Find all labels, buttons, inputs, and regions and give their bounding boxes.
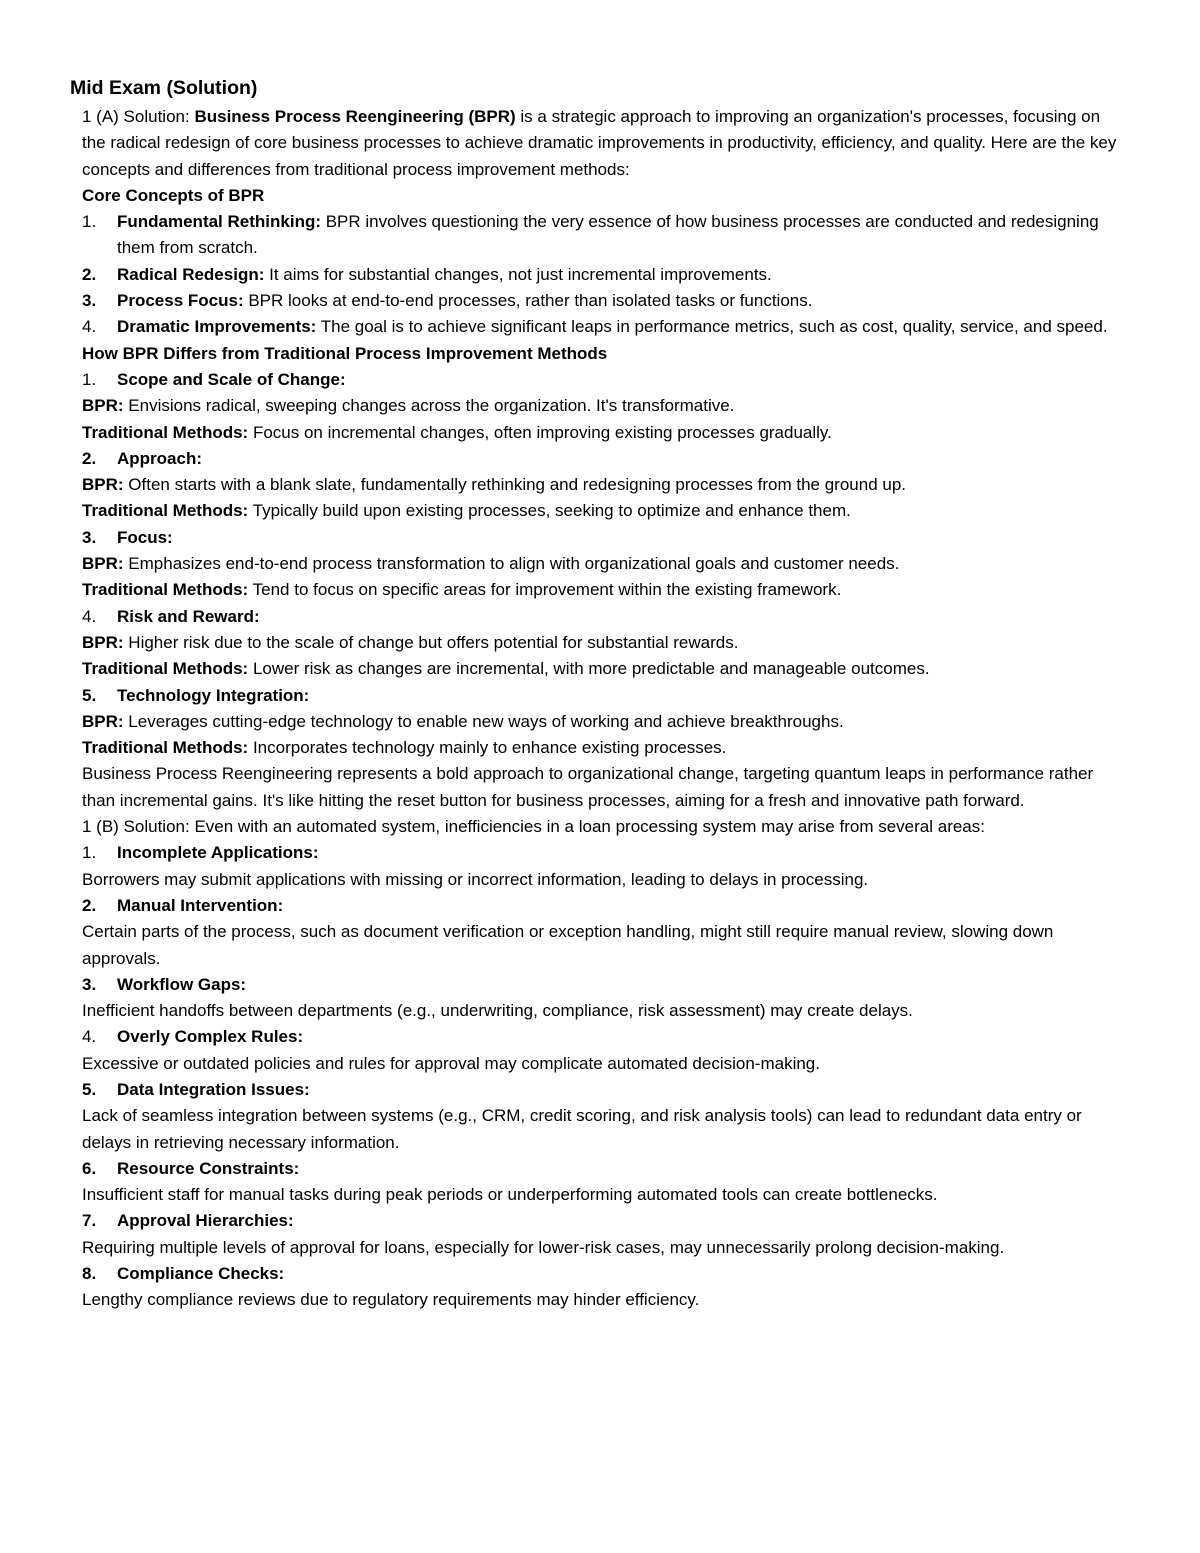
item-number: 3. — [82, 527, 97, 547]
list-item — [82, 446, 1120, 472]
item-number: 8. — [82, 1264, 97, 1284]
item-number: 5. — [82, 685, 97, 705]
item-title: Scope and Scale of Change: — [117, 369, 346, 389]
traditional-text: Focus on incremental changes, often improving existing processes gradually. — [248, 422, 832, 442]
item-text: Lack of seamless integration between systems (e.g., CRM, credit scoring, and risk analysis tools) can lead to redundant data entry or delays in retrieving necessary information. — [82, 1106, 1082, 1152]
item-number: 4. — [82, 606, 97, 626]
page-title: Mid Exam (Solution) — [70, 77, 258, 99]
list-item — [82, 1208, 1120, 1234]
list-item — [82, 1156, 1120, 1182]
item-number: 1. — [82, 369, 97, 389]
item-text: Requiring multiple levels of approval for loans, especially for lower-risk cases, may unnecessarily prolong decision-making. — [82, 1237, 1005, 1257]
inefficiencies-list — [82, 840, 1120, 1313]
bpr-text: Emphasizes end-to-end process transformation to align with organizational goals and customer needs. — [123, 554, 900, 574]
bpr-text: Often starts with a blank slate, fundamentally rethinking and redesigning processes from the ground up. — [123, 475, 907, 495]
traditional-label: Traditional Methods: — [82, 580, 249, 600]
item-number: 1. — [82, 843, 97, 863]
item-title: Resource Constraints: — [117, 1158, 300, 1178]
list-item — [82, 525, 1120, 551]
item-title: Manual Intervention: — [117, 895, 284, 915]
item-text: Inefficient handoffs between departments (e.g., underwriting, compliance, risk assessment) may create delays. — [82, 1001, 913, 1021]
item-title: Data Integration Issues: — [117, 1079, 310, 1099]
bpr-label: BPR: — [82, 632, 124, 652]
bpr-line — [82, 551, 1120, 577]
list-item — [82, 604, 1120, 630]
list-item — [82, 893, 1120, 919]
traditional-label: Traditional Methods: — [82, 659, 249, 679]
item-number: 4. — [82, 317, 97, 337]
list-item — [82, 209, 1120, 262]
item-term: Fundamental Rethinking: — [117, 212, 321, 232]
item-number: 2. — [82, 895, 97, 915]
item-number: 6. — [82, 1158, 97, 1178]
bpr-text: Higher risk due to the scale of change but offers potential for substantial rewards. — [123, 632, 739, 652]
intro-text: is a strategic approach to improving an organization's processes, focusing on the radical redesign of core business processes to achieve dramatic improvements in productivity, efficiency, and quality. Here are the key concepts and differences from traditional process improvement methods: — [82, 107, 1117, 179]
intro-term: Business Process Reengineering (BPR) — [194, 107, 516, 126]
item-number: 1. — [82, 212, 97, 232]
list-item — [82, 1024, 1120, 1050]
conclusion-paragraph: Business Process Reengineering represents a bold approach to organizational change, targeting quantum leaps in performance rather than incremental gains. It's like hitting the reset button for business processes, aiming for a fresh and innovative path forward. — [82, 764, 1094, 810]
bpr-text: Leverages cutting-edge technology to enable new ways of working and achieve breakthroughs. — [123, 711, 844, 731]
bpr-label: BPR: — [82, 554, 124, 574]
item-number: 3. — [82, 291, 97, 311]
item-text: BPR involves questioning the very essence of how business processes are conducted and redesigning them from scratch. — [117, 212, 1099, 258]
item-text: Insufficient staff for manual tasks during peak periods or underperforming automated tools can create bottlenecks. — [82, 1185, 938, 1205]
item-text: It aims for substantial changes, not just incremental improvements. — [264, 264, 772, 284]
traditional-line — [82, 577, 1120, 603]
list-item — [82, 1261, 1120, 1287]
item-title: Overly Complex Rules: — [117, 1027, 304, 1047]
item-number: 4. — [82, 1027, 97, 1047]
item-number: 2. — [82, 448, 97, 468]
traditional-line — [82, 420, 1120, 446]
item-number: 2. — [82, 264, 97, 284]
item-number: 3. — [82, 974, 97, 994]
differences-list — [82, 367, 1120, 761]
item-text: The goal is to achieve significant leaps in performance metrics, such as cost, quality, service, and speed. — [316, 317, 1108, 337]
item-title: Risk and Reward: — [117, 606, 260, 626]
traditional-text: Typically build upon existing processes, seeking to optimize and enhance them. — [248, 501, 851, 521]
bpr-label: BPR: — [82, 475, 124, 495]
item-text: Lengthy compliance reviews due to regulatory requirements may hinder efficiency. — [82, 1290, 700, 1310]
item-term: Process Focus: — [117, 291, 244, 311]
item-title: Technology Integration: — [117, 685, 310, 705]
list-item — [82, 288, 1120, 314]
item-term: Radical Redesign: — [117, 264, 265, 284]
item-title: Focus: — [117, 527, 173, 547]
traditional-text: Tend to focus on specific areas for improvement within the existing framework. — [248, 580, 842, 600]
item-text: Certain parts of the process, such as document verification or exception handling, might still require manual review, slowing down approvals. — [82, 922, 1054, 968]
bpr-label: BPR: — [82, 711, 124, 731]
differences-heading: How BPR Differs from Traditional Process Improvement Methods — [82, 343, 608, 363]
item-title: Approval Hierarchies: — [117, 1211, 294, 1231]
list-item — [82, 314, 1120, 340]
bpr-text: Envisions radical, sweeping changes across the organization. It's transformative. — [123, 396, 735, 416]
item-title: Compliance Checks: — [117, 1264, 285, 1284]
bpr-line — [82, 393, 1120, 419]
item-text: BPR looks at end-to-end processes, rather than isolated tasks or functions. — [243, 291, 813, 311]
intro-paragraph — [82, 104, 1120, 183]
list-item — [82, 840, 1120, 866]
traditional-line — [82, 656, 1120, 682]
intro-prefix: 1 (A) Solution: — [82, 107, 195, 126]
traditional-text: Lower risk as changes are incremental, with more predictable and manageable outcomes. — [248, 659, 930, 679]
traditional-line — [82, 498, 1120, 524]
bpr-line — [82, 630, 1120, 656]
list-item — [82, 1077, 1120, 1103]
traditional-label: Traditional Methods: — [82, 422, 249, 442]
traditional-text: Incorporates technology mainly to enhance existing processes. — [248, 738, 727, 758]
bpr-label: BPR: — [82, 396, 124, 416]
list-item — [82, 972, 1120, 998]
item-title: Approach: — [117, 448, 202, 468]
bpr-line — [82, 709, 1120, 735]
item-term: Dramatic Improvements: — [117, 317, 317, 337]
item-text: Excessive or outdated policies and rules for approval may complicate automated decision-making. — [82, 1053, 820, 1073]
traditional-label: Traditional Methods: — [82, 501, 249, 521]
item-number: 7. — [82, 1211, 97, 1231]
list-item — [82, 683, 1120, 709]
traditional-line — [82, 735, 1120, 761]
traditional-label: Traditional Methods: — [82, 738, 249, 758]
part-b-intro: 1 (B) Solution: Even with an automated system, inefficiencies in a loan processing system may arise from several areas: — [82, 817, 985, 837]
item-text: Borrowers may submit applications with missing or incorrect information, leading to delays in processing. — [82, 869, 869, 889]
list-item — [82, 262, 1120, 288]
bpr-line — [82, 472, 1120, 498]
core-concepts-heading: Core Concepts of BPR — [82, 185, 265, 205]
item-title: Incomplete Applications: — [117, 843, 319, 863]
item-number: 5. — [82, 1079, 97, 1099]
item-title: Workflow Gaps: — [117, 974, 247, 994]
list-item — [82, 367, 1120, 393]
core-concepts-list — [82, 209, 1120, 340]
